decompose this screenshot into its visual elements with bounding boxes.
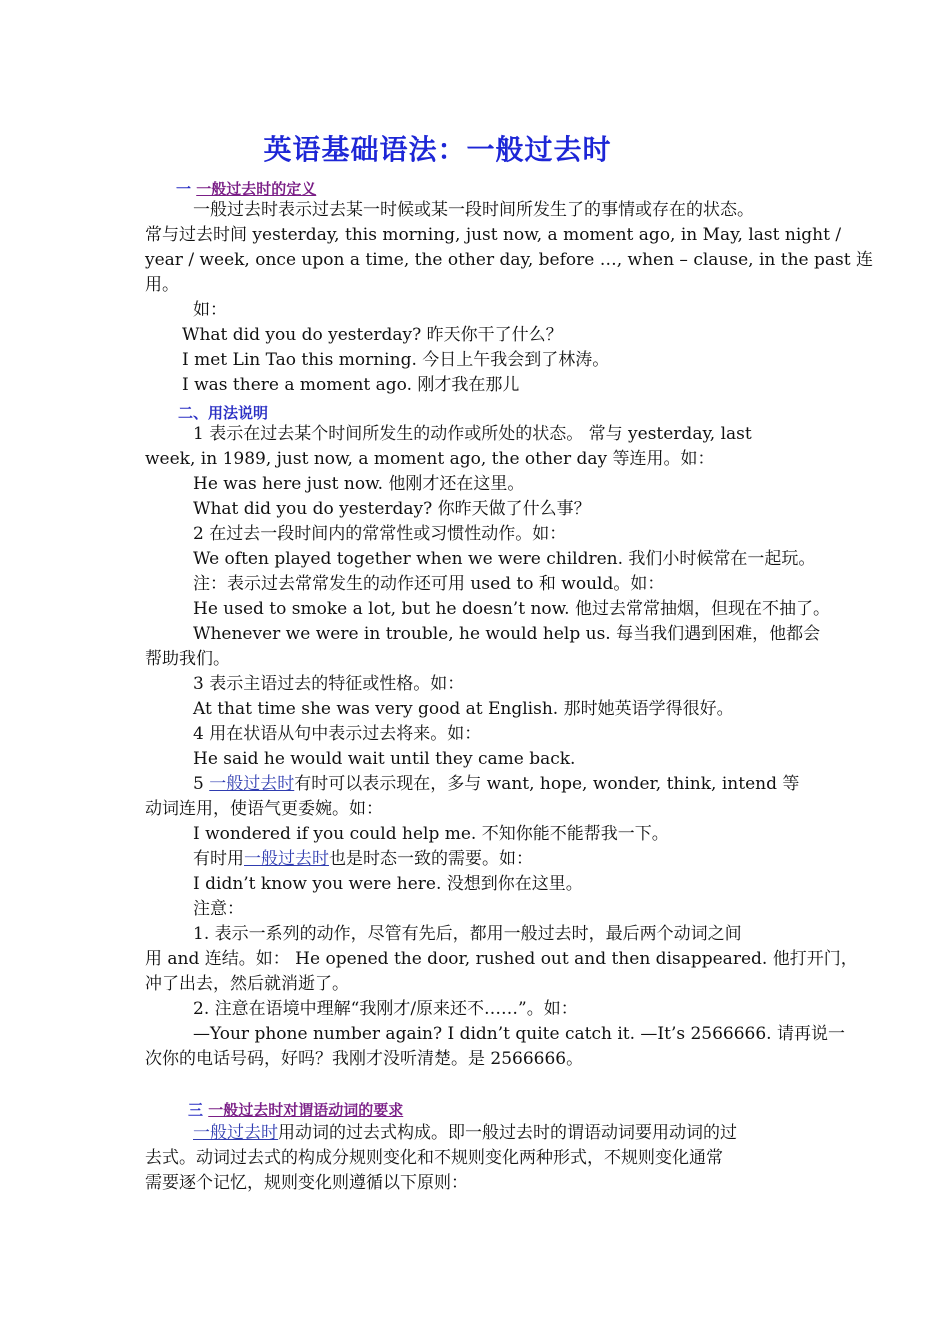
usage-5-example: I wondered if you could help me. 不知你能不能帮我一下。 [193,824,669,844]
s1-example-2: I met Lin Tao this morning. 今日上午我会到了林涛。 [182,350,610,370]
note-1-line-2: 用 and 连结。如： He opened the door, rushed out and then disappeared. 他打开门， [145,949,858,969]
section-3-prefix: 三 [188,1101,209,1119]
section-2-heading: 二、用法说明 [178,404,269,422]
note-label: 注意： [193,899,244,919]
s1-ru: 如： [193,300,227,320]
usage-1-example-2: What did you do yesterday? 你昨天做了什么事？ [193,499,591,519]
usage-2: 2 在过去一段时间内的常常性或习惯性动作。如： [193,524,567,544]
usage-4-example: He said he would wait until they came back. [193,749,576,769]
usage-1-line-1: 1 表示在过去某个时间所发生的动作或所处的状态。 常与 yesterday, last [193,424,752,444]
s3-para-line-2: 去式。动词过去式的构成分规则变化和不规则变化两种形式，不规则变化通常 [145,1148,723,1168]
section-3-heading-link[interactable]: 一般过去时对谓语动词的要求 [208,1101,404,1119]
s1-para-line-4: 用。 [145,275,179,295]
s3-para-line-3: 需要逐个记忆，规则变化则遵循以下原则： [145,1173,468,1193]
s3-para-line-1 [193,1121,737,1146]
section-1-heading-link[interactable]: 一般过去时的定义 [196,180,317,198]
s1-example-1: What did you do yesterday? 昨天你干了什么？ [182,325,563,345]
usage-1-line-2: week, in 1989, just now, a moment ago, the other day 等连用。如： [145,449,715,469]
usage-4: 4 用在状语从句中表示过去将来。如： [193,724,482,744]
s3-para-link[interactable]: 一般过去时 [193,1123,278,1143]
section-3-heading [188,1099,403,1120]
usage-2-note: 注：表示过去常常发生的动作还可用 used to 和 would。如： [193,574,665,594]
usage-2-example-3-line-1: Whenever we were in trouble, he would help us. 每当我们遇到困难，他都会 [193,624,821,644]
note-2-example-line-1: —Your phone number again? I didn’t quite catch it. —It’s 2566666. 请再说一 [193,1024,845,1044]
note-1-line-1: 1. 表示一系列的动作，尽管有先后，都用一般过去时，最后两个动词之间 [193,924,742,944]
usage-2-example-2: He used to smoke a lot, but he doesn’t now. 他过去常常抽烟，但现在不抽了。 [193,599,830,619]
usage-5-link[interactable]: 一般过去时 [209,774,295,794]
usage-6-rest: 也是时态一致的需要。如： [329,849,533,869]
section-1-prefix: 一 [176,180,197,198]
usage-3-example: At that time she was very good at English. 那时她英语学得很好。 [193,699,734,719]
usage-3: 3 表示主语过去的特征或性格。如： [193,674,465,694]
usage-6 [193,847,533,872]
usage-6-link[interactable]: 一般过去时 [244,849,329,869]
usage-6-example: I didn’t know you were here. 没想到你在这里。 [193,874,583,894]
usage-5-line-2: 动词连用，使语气更委婉。如： [145,799,383,819]
note-2-example-line-2: 次你的电话号码，好吗？我刚才没听清楚。是 2566666。 [145,1049,584,1069]
page-title: 英语基础语法：一般过去时 [263,133,612,166]
usage-5-rest: 有时可以表示现在，多与 want, hope, wonder, think, intend 等 [294,774,800,794]
usage-2-example-3-line-2: 帮助我们。 [145,649,230,669]
section-1-heading [176,178,316,199]
usage-6-pre: 有时用 [193,849,244,869]
usage-1-example-1: He was here just now. 他刚才还在这里。 [193,474,525,494]
usage-2-example-1: We often played together when we were children. 我们小时候常在一起玩。 [193,549,816,569]
usage-5-line-1 [193,772,799,797]
note-2: 2. 注意在语境中理解“我刚才/原来还不……”。如： [193,999,578,1019]
s1-para-line-2: 常与过去时间 yesterday, this morning, just now, a moment ago, in May, last night / [145,225,842,245]
s1-example-3: I was there a moment ago. 刚才我在那儿 [182,375,520,395]
s3-para-rest: 用动词的过去式构成。即一般过去时的谓语动词要用动词的过 [278,1123,737,1143]
s1-para-line-1: 一般过去时表示过去某一时候或某一段时间所发生了的事情或存在的状态。 [193,200,754,220]
s1-para-line-3: year / week, once upon a time, the other day, before …, when – clause, in the past 连 [145,250,873,270]
note-1-line-3: 冲了出去，然后就消逝了。 [145,974,349,994]
usage-5-number: 5 [193,774,210,794]
